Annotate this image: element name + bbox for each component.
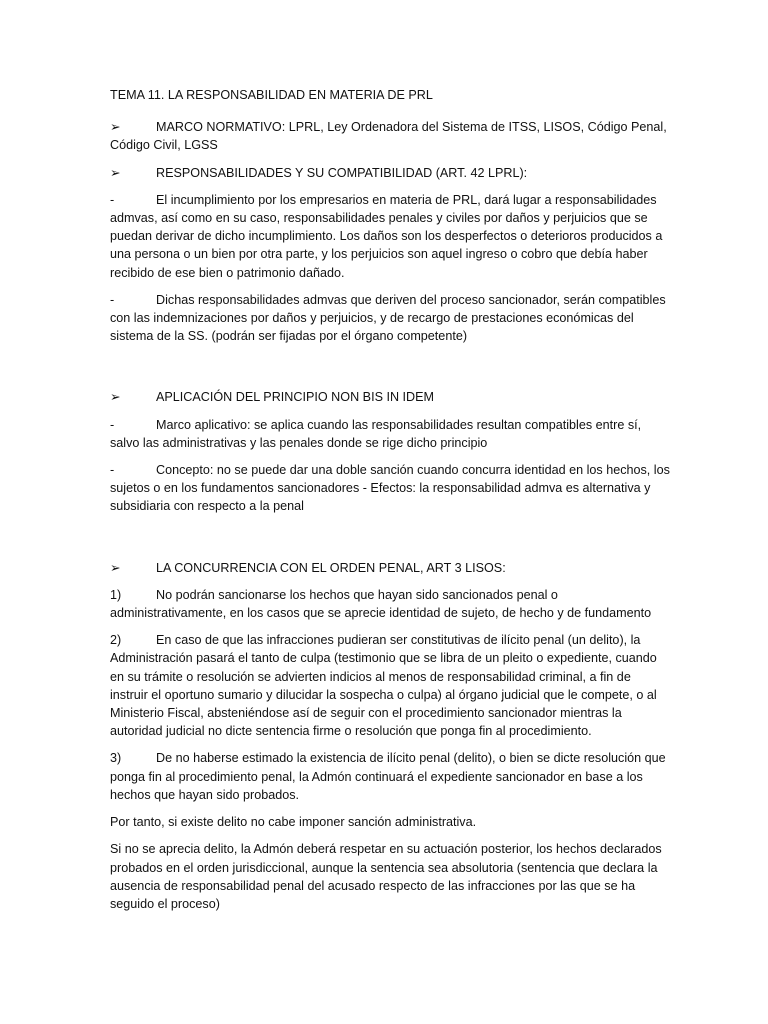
dash-paragraph — [110, 461, 672, 516]
number-marker: 1) — [110, 587, 122, 602]
paragraph-text: MARCO NORMATIVO: LPRL, Ley Ordenadora del Sistema de ITSS, LISOS, Código Penal, Código Civil, LGSS — [110, 120, 667, 153]
bullet-paragraph — [110, 388, 672, 406]
number-marker: 2) — [110, 633, 122, 648]
paragraph-text: El incumplimiento por los empresarios en materia de PRL, dará lugar a responsabilidades admvas, así como en su caso, responsabilidades penales y civiles por daños y perjuicios que se puedan derivar de dicho incumplimiento. Los daños son los desperfectos o deterioros producidos a una persona o un bien por otra parte, y los perjuicios son aquel ingreso o cobro que debía haber recibido de ese bien o patrimonio dañado. — [110, 192, 663, 280]
paragraph-text: Si no se aprecia delito, la Admón deberá respetar en su actuación posterior, los hechos declarados probados en el orden jurisdiccional, aunque la sentencia sea absolutoria (sentencia que declara la ausencia de responsabilidad penal del acusado respecto de las infracciones por las que se ha seguido el proceso) — [110, 842, 662, 911]
dash-paragraph — [110, 191, 672, 282]
arrow-bullet-icon: ➢ — [110, 165, 121, 180]
paragraph-text: RESPONSABILIDADES Y SU COMPATIBILIDAD (ART. 42 LPRL): — [156, 165, 528, 180]
arrow-bullet-icon: ➢ — [110, 560, 121, 575]
dash-marker: - — [110, 417, 115, 432]
paragraph-text: De no haberse estimado la existencia de ilícito penal (delito), o bien se dicte resolución que ponga fin al procedimiento penal, la Admón continuará el expediente sancionador en base a los hechos que hayan sido probados. — [110, 751, 666, 802]
arrow-bullet-icon: ➢ — [110, 120, 121, 135]
bullet-paragraph — [110, 164, 672, 182]
plain-paragraph — [110, 813, 672, 831]
paragraph-text: No podrán sancionarse los hechos que hayan sido sancionados penal o administrativamente, en los casos que se aprecie identidad de sujeto, de hecho y de fundamento — [110, 587, 652, 621]
document-title: TEMA 11. LA RESPONSABILIDAD EN MATERIA DE PRL — [110, 88, 433, 102]
section-spacer — [110, 354, 672, 388]
number-marker: 3) — [110, 751, 122, 766]
paragraph-text: Por tanto, si existe delito no cabe imponer sanción administrativa. — [110, 815, 477, 830]
paragraph-text: LA CONCURRENCIA CON EL ORDEN PENAL, ART 3 LISOS: — [156, 560, 506, 575]
paragraph-text: Dichas responsabilidades admvas que deriven del proceso sancionador, serán compatibles con las indemnizaciones por daños y perjuicios, y de recargo de prestaciones económicas del sistema de la SS. (podrán ser fijadas por el órgano competente) — [110, 292, 666, 344]
bullet-paragraph — [110, 118, 672, 154]
paragraph-text: Marco aplicativo: se aplica cuando las responsabilidades resultan compatibles entre sí, salvo las administrativas y las penales donde se rige dicho principio — [110, 417, 642, 450]
numbered-paragraph — [110, 749, 672, 804]
numbered-paragraph — [110, 631, 672, 740]
paragraph-text: Concepto: no se puede dar una doble sanción cuando concurra identidad en los hechos, los sujetos o en los fundamentos sancionadores - Efectos: la responsabilidad admva es alternativa y subsidiaria con respecto a la penal — [110, 463, 670, 514]
dash-marker: - — [110, 463, 115, 478]
dash-paragraph — [110, 291, 672, 346]
arrow-bullet-icon: ➢ — [110, 390, 121, 405]
dash-paragraph — [110, 416, 672, 452]
dash-marker: - — [110, 192, 115, 207]
dash-marker: - — [110, 292, 115, 307]
section-spacer — [110, 525, 672, 559]
paragraph-text: APLICACIÓN DEL PRINCIPIO NON BIS IN IDEM — [156, 390, 435, 405]
plain-paragraph — [110, 840, 672, 913]
paragraph-text: En caso de que las infracciones pudieran ser constitutivas de ilícito penal (un delito), la Administración pasará el tanto de culpa (testimonio que se libra de un pleito o expediente, cuando en su trámite o resolución se advierten indicios al menos de responsabilidad criminal, a fin de instruir el oportuno sumario y dilucidar la sospecha o culpa) al órgano judicial que le compete, o al Ministerio Fiscal, absteniéndose así de seguir con el procedimiento sancionador mientras la autoridad judicial no dicte sentencia firme o resolución que ponga fin al procedimiento. — [110, 633, 657, 739]
numbered-paragraph — [110, 586, 672, 622]
bullet-paragraph — [110, 559, 672, 577]
